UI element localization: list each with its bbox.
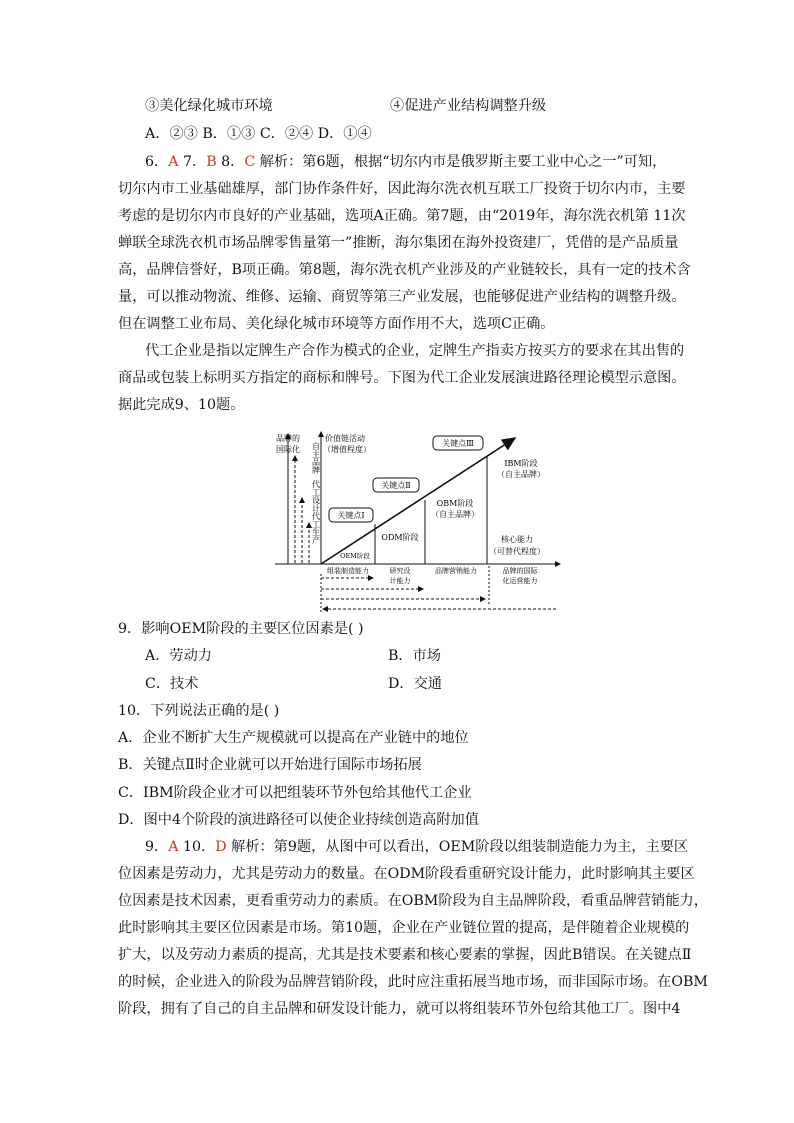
answer-6-8-line-4: 蝉联全球洗衣机市场品牌零售量第一”推断，海尔集团在海外投资建厂，凭借的是产品质量 xyxy=(118,235,679,251)
answer-9-10-line-4: 此时影响其主要区位因素是市场。第10题，企业在产业链位置的提高，是伴随着企业规模的 xyxy=(118,920,690,936)
answer-9: A xyxy=(168,839,179,855)
q10-option-a: A．企业不断扩大生产规模就可以提高在产业链中的地位 xyxy=(118,730,469,746)
q9-option-c: C．技术 xyxy=(145,676,199,692)
q9-stem: 9．影响OEM阶段的主要区位因素是( ) xyxy=(118,621,364,637)
answer-9-10-line-6: 的时候，企业进入的阶段为品牌营销阶段，此时应注重拓展当地市场，而非国际市场。在OBM xyxy=(118,974,708,990)
answer-7: B xyxy=(206,154,217,170)
capability-marketing: 品牌营销能力 xyxy=(435,567,477,575)
q9-option-a: A．劳动力 xyxy=(145,648,212,664)
q9-option-d: D．交通 xyxy=(388,676,442,692)
oem-evolution-diagram xyxy=(265,428,565,616)
capability-international-2: 化运营能力 xyxy=(502,577,538,585)
answer-6-8-line-6: 量，可以推动物流、维修、运输、商贸等第三产业发展，也能够促进产业结构的调整升级。 xyxy=(118,289,686,305)
q5-option-3: ③美化绿化城市环境 xyxy=(145,98,273,114)
core-capability-1: 核心能力 xyxy=(501,535,533,544)
q9-option-b: B．市场 xyxy=(388,648,441,664)
growth-arrow xyxy=(321,438,515,564)
capability-international-1: 品牌的国际 xyxy=(502,567,538,575)
answer-9-10-line-5: 扩大，以及劳动力素质的提高，尤其是技术要素和核心要素的掌握，因此B错误。在关键点Ⅱ xyxy=(118,947,692,963)
answer-6: A xyxy=(168,154,179,170)
capability-research-1: 研究设 xyxy=(389,567,411,575)
y-axis-label-1: 品牌的 xyxy=(276,434,300,443)
answer-9-10-line-2: 位因素是劳动力，尤其是劳动力的数量。在ODM阶段看重研究设计能力，此时影响其主要区 xyxy=(118,866,695,882)
answer-10: D xyxy=(215,839,227,855)
key-point-1: 关键点Ⅰ xyxy=(337,511,365,520)
answer-6-8-line-2: 切尔内市工业基础雄厚，部门协作条件好，因此海尔洗衣机互联工厂投资于切尔内市，主要 xyxy=(118,181,686,197)
stage-ibm-2: （自主品牌） xyxy=(497,470,545,479)
capability-assembly: 组装制造能力 xyxy=(327,567,369,575)
stage-obm-1: OBM阶段 xyxy=(436,499,474,508)
intro-line-3: 据此完成9、10题。 xyxy=(118,397,245,413)
q10-option-d: D．图中4个阶段的演进路径可以使企业持续创造高附加值 xyxy=(118,812,479,828)
stage-obm-2: （自主品牌） xyxy=(431,510,479,519)
q10-stem: 10．下列说法正确的是( ) xyxy=(118,703,280,719)
answer-6-8-line-3: 考虑的是切尔内市良好的产业基础，选项A正确。第7题，由“2019年，海尔洗衣机第 11次 xyxy=(118,208,686,224)
core-capability-2: （可替代程度） xyxy=(489,547,545,556)
value-chain-label-2: （增值程度） xyxy=(323,445,371,454)
answer-6-8-line-5: 高，品牌信誉好，B项正确。第8题，海尔洗衣机产业涉及的产业链较长，具有一定的技术含 xyxy=(118,262,691,278)
stage-ibm-1: IBM阶段 xyxy=(504,459,538,468)
intro-line-2: 商品或包装上标明买方指定的商标和牌号。下图为代工企业发展演进路径理论模型示意图。 xyxy=(118,370,686,386)
capability-research-2: 计能力 xyxy=(389,577,411,585)
q5-option-4: ④促进产业结构调整升级 xyxy=(390,98,547,114)
level-label-design: 代工设计 xyxy=(311,480,321,512)
level-label-production: 代工生产 xyxy=(311,512,321,544)
answer-9-10-line-3: 位因素是技术因素，更看重劳动力的素质。在OBM阶段为自主品牌阶段，看重品牌营销能力， xyxy=(118,893,708,909)
answer-8: C xyxy=(244,154,256,170)
answer-6-8-line-1: 6．A 7．B 8．C 解析：第6题，根据“切尔内市是俄罗斯主要工业中心之一”可知， xyxy=(145,154,667,170)
q5-choices: A．②③ B．①③ C．②④ D．①④ xyxy=(145,126,372,142)
intro-line-1: 代工企业是指以定牌生产合作为模式的企业，定牌生产指卖方按买方的要求在其出售的 xyxy=(145,343,685,359)
answer-9-10-line-7: 阶段，拥有了自己的自主品牌和研发设计能力，就可以将组装环节外包给其他工厂。图中4 xyxy=(118,1001,681,1017)
answer-6-8-line-7: 但在调整工业布局、美化绿化城市环境等方面作用不大，选项C正确。 xyxy=(118,316,555,332)
answer-9-10-line-1: 9．A 10．D 解析：第9题，从图中可以看出，OEM阶段以组装制造能力为主，主要区 xyxy=(145,839,689,855)
level-label-own-brand: 自主品牌 xyxy=(311,442,321,474)
stage-oem: OEM阶段 xyxy=(340,552,370,560)
key-point-3: 关键点Ⅲ xyxy=(442,439,474,448)
y-axis-label-2: 国际化 xyxy=(276,445,300,454)
key-point-2: 关键点Ⅱ xyxy=(381,481,411,490)
value-chain-label-1: 价值链活动 xyxy=(325,434,365,443)
stage-odm: ODM阶段 xyxy=(381,533,419,542)
q10-option-c: C．IBM阶段企业才可以把组装环节外包给其他代工企业 xyxy=(118,785,472,801)
q10-option-b: B．关键点Ⅱ时企业就可以开始进行国际市场拓展 xyxy=(118,757,422,773)
